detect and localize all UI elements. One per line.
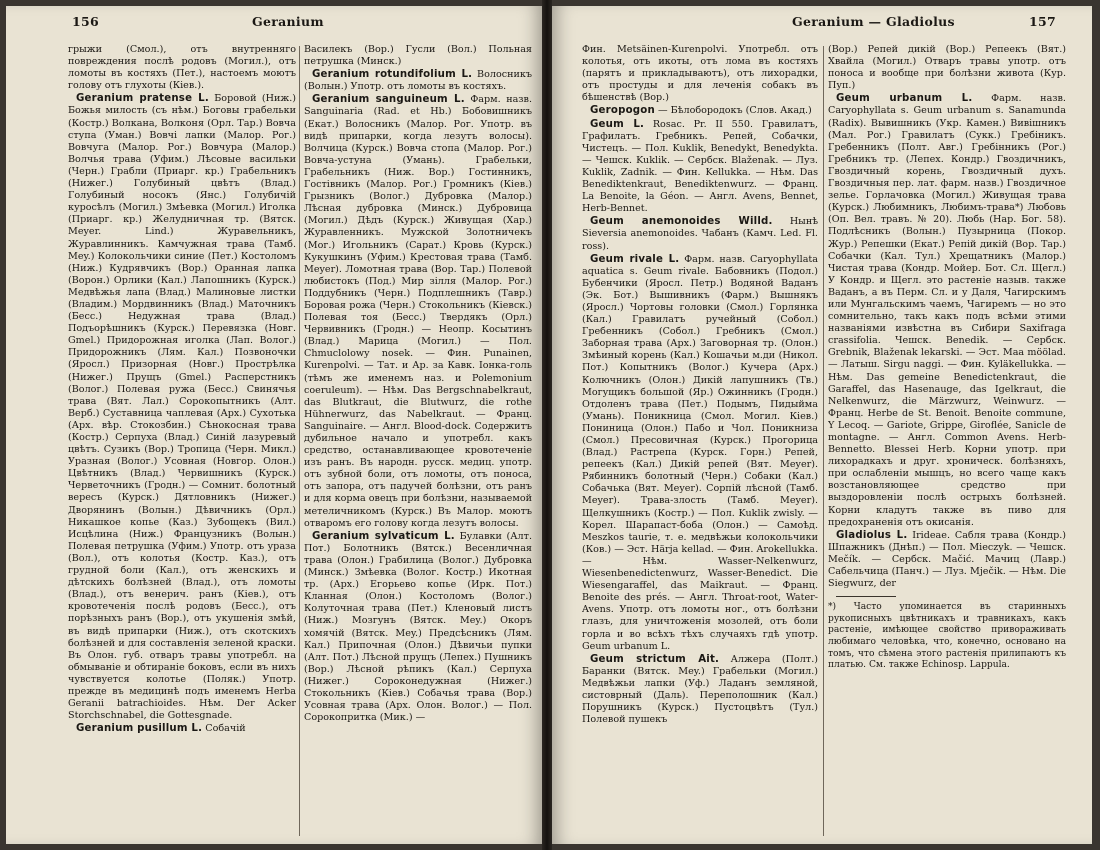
dictionary-entry — [68, 723, 296, 735]
dictionary-entry — [582, 105, 818, 117]
dictionary-entry — [304, 44, 532, 68]
right-column-1 — [582, 44, 818, 836]
dictionary-entry — [304, 531, 532, 725]
right-page — [552, 6, 1092, 844]
entry-headword: Geum urbanum L. — [836, 93, 973, 105]
dictionary-entry — [582, 654, 818, 727]
entry-headword: Gladiolus L. — [836, 529, 908, 541]
entry-text: Боровой (Ниж.) Божья милость (съ нѣм.) Боговы грабельки (Костр.) Волкана, Волконя (Орл. Тар.) Вовча ступа (Уман.) Вовчі лапки (Малор. Рог.) Вовчуга (Малор. Рог.) Вовчура (Малор.) Волчья трава (Уфим.) Лѣсовые васильки (Черн.) Грабли (Приарг. кр.) Грабельникъ (Нижег.) Голубиный цвѣтъ (Влад.) Голубиный носокъ (Янс.) Голубичій куросѣлъ (Могил.) Змѣевка (Могил.) Иголка (Приарг. кр.) Желудничная тр. (Вятск. Meyer. Lind.) Журавельникъ, Журавлинникъ. Камчужная трава (Тамб. Mey.) Колокольчики синие (Пет.) Костоломъ (Ниж.) Кудрявчикъ (Вор.) Оранная лапка (Ворон.) Орлики (Кал.) Лапошникъ (Курск.) Медвѣжья лапа (Влад.) Малиновые листки (Владим.) Мордвинникъ (Влад.) Маточникъ (Бесс.) Недужная трава (Влад.) Подъорѣшникъ (Курск.) Перевязка (Новг. Gmel.) Придорожная иголка (Лап. Волог.) Придорожникъ (Лям. Кал.) Позвоночки (Яросл.) Призорная (Новг.) Прострѣлка (Нижег.) Прущъ (Gmel.) Расперстникъ (Волог.) Полевая ружа (Бесс.) Свинячья трава (Вят. Лал.) Сорокопытникъ (Алт. Верб.) Суставница чаплевая (Арх.) Сухотька (Арх. вѣр. Стокозбин.) Сѣнокосная трава (Костр.) Серпуха (Влад.) Синій лазуревый цвѣтъ. Сузикъ (Вор.) Тропица (Черн. Микл.) Уразная (Волог.) Усовная (Новгор. Олон.) Цвѣтникъ (Влад.) Червишникъ (Курск.) Черветочникъ (Гродн.) — Сомнит. болотный вересъ (Курск.) Дятловникъ (Нижег.) Дворянинъ (Волын.) Дѣвичникъ (Орл.) Никашкое копье (Каз.) Зубощекъ (Вил.) Исцѣлина (Ниж.) Французникъ (Волын.) Полевая петрушка (Уфим.) Употр. отъ ураза (Вол.), отъ колотья (Костр. Каз.), отъ грудной боли (Кал.), отъ женскихъ и дѣтскихъ болѣзней (Влад.), отъ ломоты (Влад.), отъ венерич. ранъ (Кiев.), отъ кровотеченія послѣ родовъ (Бесс.), отъ порѣзныхъ ранъ (Вор.), отъ укушенія змѣй, въ видѣ припарки (Ниж.), отъ скотскихъ болѣзней и для составленія зеленой краски. Въ Олон. губ. отваръ травы употребл. на обмываніе и обтираніе боковъ, если въ нихъ чувствуется колотье (Поляк.) Употр. прежде въ медицинѣ подъ именемъ Herba Geranii batrachioides. Нѣм. Der Acker Storchschnabel, die Gottesgnade. — [68, 93, 296, 722]
entry-text: Волосникъ (Волын.) Употр. отъ ломоты въ костяхъ. — [304, 69, 532, 93]
entry-headword: Geranium rotundifolium L. — [312, 69, 473, 81]
entry-text: Булавки (Алт. Пот.) Болотникъ (Вятск.) Весенличная трава (Олон.) Грабилица (Волог.) Дубровка (Минск.) Змѣевка (Волог. Костр.) Икотная тр. (Арх.) Егорьево копье (Ирк. Пот.) Кланная (Олон.) Костоломъ (Волог.) Колуточная трава (Пет.) Кленовый листъ (Ниж.) Мозгунъ (Вятск. Мey.) Окоръ хомячій (Вятск. Мey.) Предсѣсникъ (Лям. Кал.) Припочная (Олон.) Дѣвичьи пупки (Алт. Пот.) Лѣсной прущъ (Лепех.) Пушникъ (Вор.) Лѣсной рѣпикъ (Кал.) Серпуха (Нижег.) Сороконедужная (Нижег.) Стокольникъ (Кіев.) Собачья трава (Вор.) Усовная трава (Арх. Олон. Волог.) — Пол. Сорокопритка (Мик.) — — [304, 530, 532, 724]
entry-headword: Geranium sylvaticum L. — [312, 530, 455, 542]
dictionary-entry — [304, 94, 532, 529]
dictionary-entry — [582, 119, 818, 216]
entry-headword: Geum anemonoides Willd. — [590, 216, 773, 228]
entry-text: Фарм. назв. Caryophyllata aquatica s. Geum rivale. Бабовникъ (Подол.) Бубенчики (Яросл. Петр.) Водяной Ваданъ (Эк. Бот.) Вышивникъ (Фарм.) Вышнякъ (Яросл.) Чортовы головки (Смол.) Горлянка (Кал.) Гравилатъ ручейный (Собол.) Гребенникъ (Собол.) Гребникъ (Смол.) Заборная трава (Арх.) Заговорная тр. (Олон.) Змѣиный корень (Кал.) Кошачьи м.ди (Никол. Пот.) Копытникъ (Волог.) Кучера (Арх.) Колючникъ (Олон.) Дикій лапушникъ (Тв.) Могущикъ большой (Яр.) Ожинникъ (Гродн.) Отдоленъ трава (Пет.) Подымъ, Пидыйма (Умань). Поникница (Смол. Могил. Кіев.) Пониница (Олон.) Пабо и Чол. Поникниза (Смол.) Пресовичная (Курск.) Прогорица (Влад.) Растрепа (Курск. Горн.) Репей, репеекъ (Кал.) Дикій репей (Вят. Meyer). Рябинникъ болотный (Черн.) Собаки (Кал.) Собачька (Вят. Meyer). Сорпій лѣсной (Тамб. Meyer). Трава-злость (Тамб. Meyer). Щелкушникъ (Костр.) — Пол. Kuklik zwisly. — Корел. Шарапаст-боба (Олон.) — Самоѣд. Mеszkos taurie, т. е. медвѣжьи колокольчики (Ков.) — Эст. Härja kellad. — Фин. Arokellukka. — Нѣм. Wasser-Nelkenwurz, Wiesenbenedictenwurz, Wasser-Benedict. Die Wiesengaraffel, das Maikraut. — Франц. Benoite des prés. — Англ. Throat-root, Water-Avens. Употр. отъ ломоты ног., отъ болѣзни глазъ, для уничтоженія мозолей, отъ боли горла и во всѣхъ тѣхъ случаяхъ гдѣ употр. Geum urbanum L. — [582, 253, 818, 652]
footnote-rule — [836, 596, 896, 597]
entry-headword: Geum L. — [590, 118, 645, 130]
entry-headword: Geranium pusillum L. — [76, 723, 203, 735]
dictionary-entry — [828, 93, 1066, 528]
left-column-2 — [304, 44, 532, 836]
running-head: Geranium — Gladiolus — [792, 14, 955, 29]
entry-text: Собачій — [205, 723, 246, 735]
entry-text: грыжи (Смол.), отъ внутренняго повреждения послѣ родовъ (Могил.), отъ ломоты въ костяхъ (Пет.), настоемъ моютъ голову отъ глухоты (Кіев.). — [68, 44, 296, 92]
entry-text: Нынѣ Sieversia anemonoides. Чабанъ (Камч. Led. Fl. ross). — [582, 216, 818, 252]
entry-headword: Geranium pratense L. — [76, 93, 209, 105]
book-gutter — [542, 0, 552, 850]
dictionary-entry — [68, 93, 296, 722]
right-page-header — [586, 14, 1056, 36]
entry-text: Irideae. Сабля трава (Кондр.) Шпажникъ (Днѣп.) — Пол. Mieczyk. — Чешск. Mečík. — Сербск. Mačić. Мачиц (Лавр.) Сабельчица (Панч.) — Луз. Mječik. — Нѣм. Die Siegwurz, der — [828, 529, 1066, 590]
left-page — [6, 6, 542, 844]
dictionary-entry — [582, 216, 818, 252]
dictionary-entry — [828, 530, 1066, 590]
entry-headword: Geropogon — [590, 105, 655, 117]
column-rule — [823, 46, 824, 836]
entry-text: Фарм. назв. Sanguinaria (Rad. et Hb.) Бобовишникъ (Екат.) Волосникъ (Малор. Рог. Употр. въ видѣ припарки, когда лезутъ волосы). Волчица (Курск.) Вовча стопа (Малор. Рог.) Вовча-устуна (Умань). Грабельки, Грабельникъ (Ниж. Вор.) Гостинникъ, Гостівникъ (Малор. Рог.) Громникъ (Кіев.) Грызникъ (Волог.) Дубровка (Малор.) Лѣсная дубровка (Минск.) Дубровица (Могил.) Дѣдъ (Курск.) Живущая (Хар.) Журавленникъ. Мужской Золотничекъ (Мог.) Игольникъ (Сарат.) Кровь (Курск.) Кукушкинъ (Уфим.) Крестовая трава (Тамб. Meyer). Ломотная трава (Вор. Тар.) Полевой любистокъ (Под.) Мир зілля (Малор. Рог.) Поддубникъ (Черн.) Подплешникъ (Тавр.) Боровая рожа (Черн.) Стокольникъ (Кіевск.) Полевая тоя (Бесс.) Твердякъ (Орл.) Червивникъ (Гродн.) — Неопр. Косытинъ (Влад.) Марица (Могил.) — Пол. Chmuclolowy nosek. — Фин. Punainen, Kurenpolvi. — Тат. и Ар. за Кавк. Іонка-голь (тѣмъ же именемъ наз. и Polemonium coeruleum). — Нѣм. Das Bergschnabelkraut, das Blutkraut, die Blutwurz, die rothe Hühnerwurz, das Nabelkraut. — Франц. Sanguinaire. — Англ. Blood-dock. Содержитъ дубильное начало и употребл. какъ средство, останавливающее кровотеченіе изъ ранъ. Въ народн. русск. медиц. употр. отъ зубной боли, отъ ломоты, отъ поноса, отъ запора, отъ падучей болѣзни, отъ ранъ и для корма овецъ при болѣзни, называемой метеличникомъ (Курск.) Въ Малор. моютъ отваромъ его голову когда лезутъ волосы. — [304, 94, 532, 529]
entry-text: Фин. Metsäinen-Kurenpolvi. Употребл. отъ колотья, отъ икоты, отъ лома въ костяхъ (парятъ и прикладываютъ), отъ лихорадки, отъ простуды и для леченія собакъ въ бѣшенствѣ (Вор.) — [582, 44, 818, 104]
entry-text: Алжера (Полт.) Баранки (Вятск. Мey.) Грабельки (Могил.) Медвѣжьи лапки (Уф.) Ладанъ земляной, систоврный (Даль). Переполошник (Кал.) Порушникъ (Курск.) Пустоцвѣтъ (Тул.) Полевой пушекъ — [582, 653, 818, 726]
entry-text: — Бѣлобородокъ (Слов. Акад.) — [658, 105, 812, 117]
dictionary-entry — [828, 44, 1066, 92]
entry-text: Rosac. Pr. II 550. Гравилатъ, Графилатъ. Гребникъ. Репей, Собачки, Чистецъ. — Пол. Kuklik, Benedykt, Benedykta. — Чешск. Kuklik. — Сербск. Blaženak. — Луз. Kuklik, Zadnik. — Фин. Kellukka. — Нѣм. Das Benediktenkraut, Benediktenwurz. — Франц. La Benoite, la Géon. — Англ. Avens, Bennet, Herb-Bennet. — [582, 118, 818, 215]
column-rule — [299, 46, 300, 836]
left-page-header — [72, 14, 522, 36]
entry-text: Фарм. назв. Caryophyllata s. Geum urbanum s. Sanamunda (Radix). Вывишникъ (Укр. Камен.) Вивішникъ (Мал. Рог.) Гравилатъ (Сукк.) Гребіникъ. Гребенникъ (Полт. Авг.) Гребінникъ (Рог.) Гребникъ тр. (Лепех. Кондр.) Гвоздичникъ, Гвоздичный корень, Гвоздичный духъ. Гвоздичныя пер. лат. фарм. назв.) Гвоздичное зелье. Горлачовка (Могил.) Живущая трава (Курск.) Любимникъ, Любимъ-трава*) Любовь (Оп. Вел. травъ. № 20). Любь (Нар. Бог. 58). Подлѣсникъ (Волын.) Пузырница (Покор. Жур.) Репешки (Екат.) Репій дикій (Вор. Тар.) Собачки (Кал. Тул.) Хрещатникъ (Малор.) Чистая трава (Кондр. Мойер. Бот. Сл. Щегл.) У Кондр. и Щегл. это растеніе назыв. также Ваданъ, а въ Перм. Сл. и у Даля, Чагирскимъ или Мунгальскимъ чаемъ, Чагиремъ — но это сомнительно, такъ какъ подъ всѣми этими названіями извѣстна въ Сибири Saxifraga crassifolia. Чешск. Benedik. — Сербск. Grebnik, Blaženak lekarski. — Эст. Maa möölad. — Латыш. Sirgu naggi. — Фин. Kyläkellukka. — Нѣм. Das gemeine Benedictenkraut, die Garaffel, das Hasenauge, das Igelkraut, die Nelkenwurz, die Märzwurz, Weinwurz. — Франц. Herbe de St. Benoit. Benoite commune, Y Lecoq. — Gariote, Grippe, Giroflée, Sanicle de montagne. — Англ. Common Avens. Herb-Bennetto. Blessei Herb. Корни употр. при лихорадкахъ и друг. хроническ. болѣзняхъ, при ослабленіи мышцъ, но всего чаще какъ возстановляющее средство при выздоровленіи послѣ острыхъ болѣзней. Корни кладутъ также въ пиво для предохраненія отъ окисанія. — [828, 93, 1066, 528]
entry-headword: Geum rivale L. — [590, 253, 680, 265]
running-head: Geranium — [252, 14, 324, 29]
dictionary-entry — [68, 44, 296, 92]
right-column-2 — [828, 44, 1066, 836]
dictionary-entry — [304, 69, 532, 93]
left-column-1 — [68, 44, 296, 836]
entry-text: Василекъ (Вор.) Гусли (Вол.) Польная петрушка (Минск.) — [304, 44, 532, 68]
footnote: *) Часто упоминается въ старинныхъ рукописныхъ цвѣтникахъ и травникахъ, какъ растеніе, имѣющее свойство привораживать любимаго человѣка, что, конечно, основано на томъ, что сѣмена этого растенія прилипаютъ къ платью. См. также Echinosp. Lappula. — [828, 602, 1066, 671]
page-number: 156 — [72, 14, 99, 29]
entry-text: (Вор.) Репей дикій (Вор.) Репеекъ (Вят.) Хвайла (Могил.) Отваръ травы употр. отъ поноса и вообще при болѣзни живота (Кур. Пуп.) — [828, 44, 1066, 92]
dictionary-entry — [582, 254, 818, 653]
dictionary-entry — [582, 44, 818, 104]
entry-headword: Geum strictum Ait. — [590, 653, 720, 665]
entry-headword: Geranium sanguineum L. — [312, 94, 465, 106]
page-number: 157 — [1029, 14, 1056, 29]
